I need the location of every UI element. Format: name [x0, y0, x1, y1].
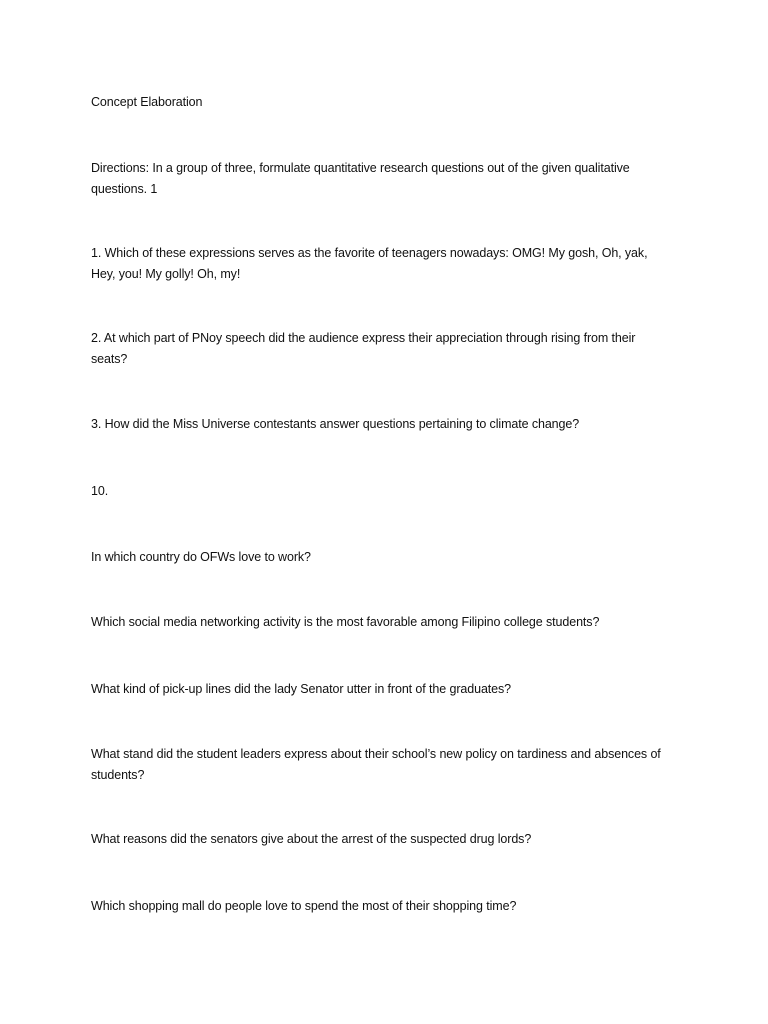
- question-shopping-mall: Which shopping mall do people love to spend the most of their shopping time?: [91, 899, 517, 913]
- question-social-media: Which social media networking activity is the most favorable among Filipino college students?: [91, 615, 600, 629]
- question-student-leaders: What stand did the student leaders express about their school’s new policy on tardiness and absences of students?: [91, 747, 661, 782]
- question-ofw-country: In which country do OFWs love to work?: [91, 550, 311, 564]
- directions-paragraph: Directions: In a group of three, formulate quantitative research questions out of the given qualitative questions. 1: [91, 161, 630, 196]
- document-title: Concept Elaboration: [91, 95, 203, 109]
- question-pick-up-lines: What kind of pick-up lines did the lady Senator utter in front of the graduates?: [91, 682, 512, 696]
- item-number-10: 10.: [91, 484, 109, 498]
- question-3: 3. How did the Miss Universe contestants answer questions pertaining to climate change?: [91, 417, 580, 431]
- question-2: 2. At which part of PNoy speech did the audience express their appreciation through rising from their seats?: [91, 331, 636, 366]
- question-senators-reasons: What reasons did the senators give about the arrest of the suspected drug lords?: [91, 832, 532, 846]
- question-1: 1. Which of these expressions serves as the favorite of teenagers nowadays: OMG! My gosh, Oh, yak, Hey, you! My golly! Oh, my!: [91, 246, 648, 281]
